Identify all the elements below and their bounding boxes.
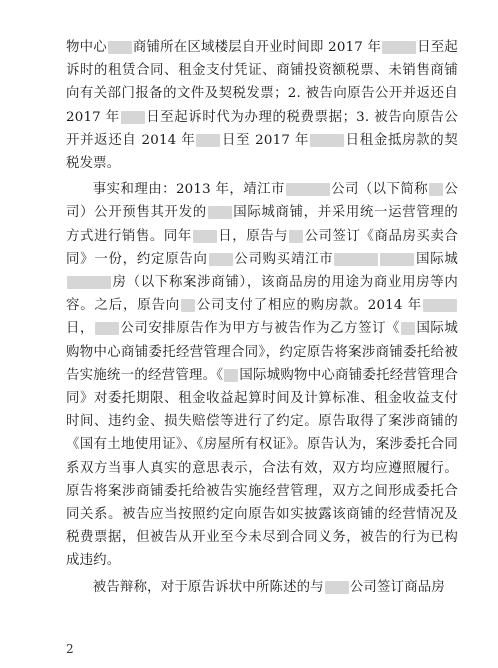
paragraph-facts-and-reasons: 事实和理由：2013 年，靖江市 公司（以下简称 公司）公开预售其开发的 国际城商铺，并采用统一运营管理的方式进行销售。同年 日，原告与 公司签订《商品房买卖合同》一份，约定原告向 公司购买靖江市 国际城房（以下称案涉商铺），该商品房的用途为商业用房等内容。之后，原告向 公司支付了相应的购房款。2014 年日， 公司安排原告作为甲方与被告作为乙方签订《 国际城购物中心商铺委托经营管理合同》，约定原告将案涉商铺委托给被告实施统一的经营管理。《 国际城购物中心商铺委托经营管理合同》对委托期限、租金收益起算时间及计算标准、租金收益支付时间、违约金、损失赔偿等进行了约定。原告取得了案涉商铺的《国有土地使用证》、《房屋所有权证》。原告认为，案涉委托合同系双方当事人真实的意思表示，合法有效，双方均应遵照履行。原告将案涉商铺委托给被告实施经营管理，双方之间形成委托合同关系。被告应当按照约定向原告如实披露该商铺的经营情况及税费票据，但被告从开业至今未尽到合同义务，被告的行为已构成违约。: [66, 182, 459, 569]
redaction: [423, 299, 457, 312]
redaction: [224, 369, 238, 382]
redaction: [196, 134, 220, 147]
redaction: [208, 206, 232, 219]
redaction: [108, 41, 132, 54]
redaction: [289, 230, 303, 243]
redaction: [67, 276, 111, 289]
page-number: 2: [66, 642, 74, 656]
redaction: [429, 183, 443, 196]
redaction: [310, 134, 344, 147]
document-body: [66, 36, 458, 599]
redaction: [95, 322, 119, 335]
redaction: [401, 322, 415, 335]
redaction: [121, 111, 145, 124]
redaction: [209, 253, 233, 266]
redaction: [193, 230, 217, 243]
paragraph-claims-continued: 物中心 商铺所在区域楼层自开业时间即 2017 年 日至起诉时的租赁合同、租金支付凭证、商铺投资额税票、未销售商铺向有关部门报备的文件及契税发票；2. 被告向原告公开并返还自 2017 年 日至起诉时代为办理的税费票据；3. 被告向原告公开并返还自 2014 年 日至 2017 年 日租金抵房款的契税发票。: [66, 40, 458, 172]
redaction: [325, 581, 349, 594]
redaction: [334, 253, 378, 266]
redaction: [181, 299, 195, 312]
redaction: [286, 183, 330, 196]
paragraph-defendant-argument: 被告辩称，对于原告诉状中所陈述的与 公司签订商品房: [92, 579, 445, 595]
redaction: [380, 253, 414, 266]
redaction: [382, 41, 416, 54]
